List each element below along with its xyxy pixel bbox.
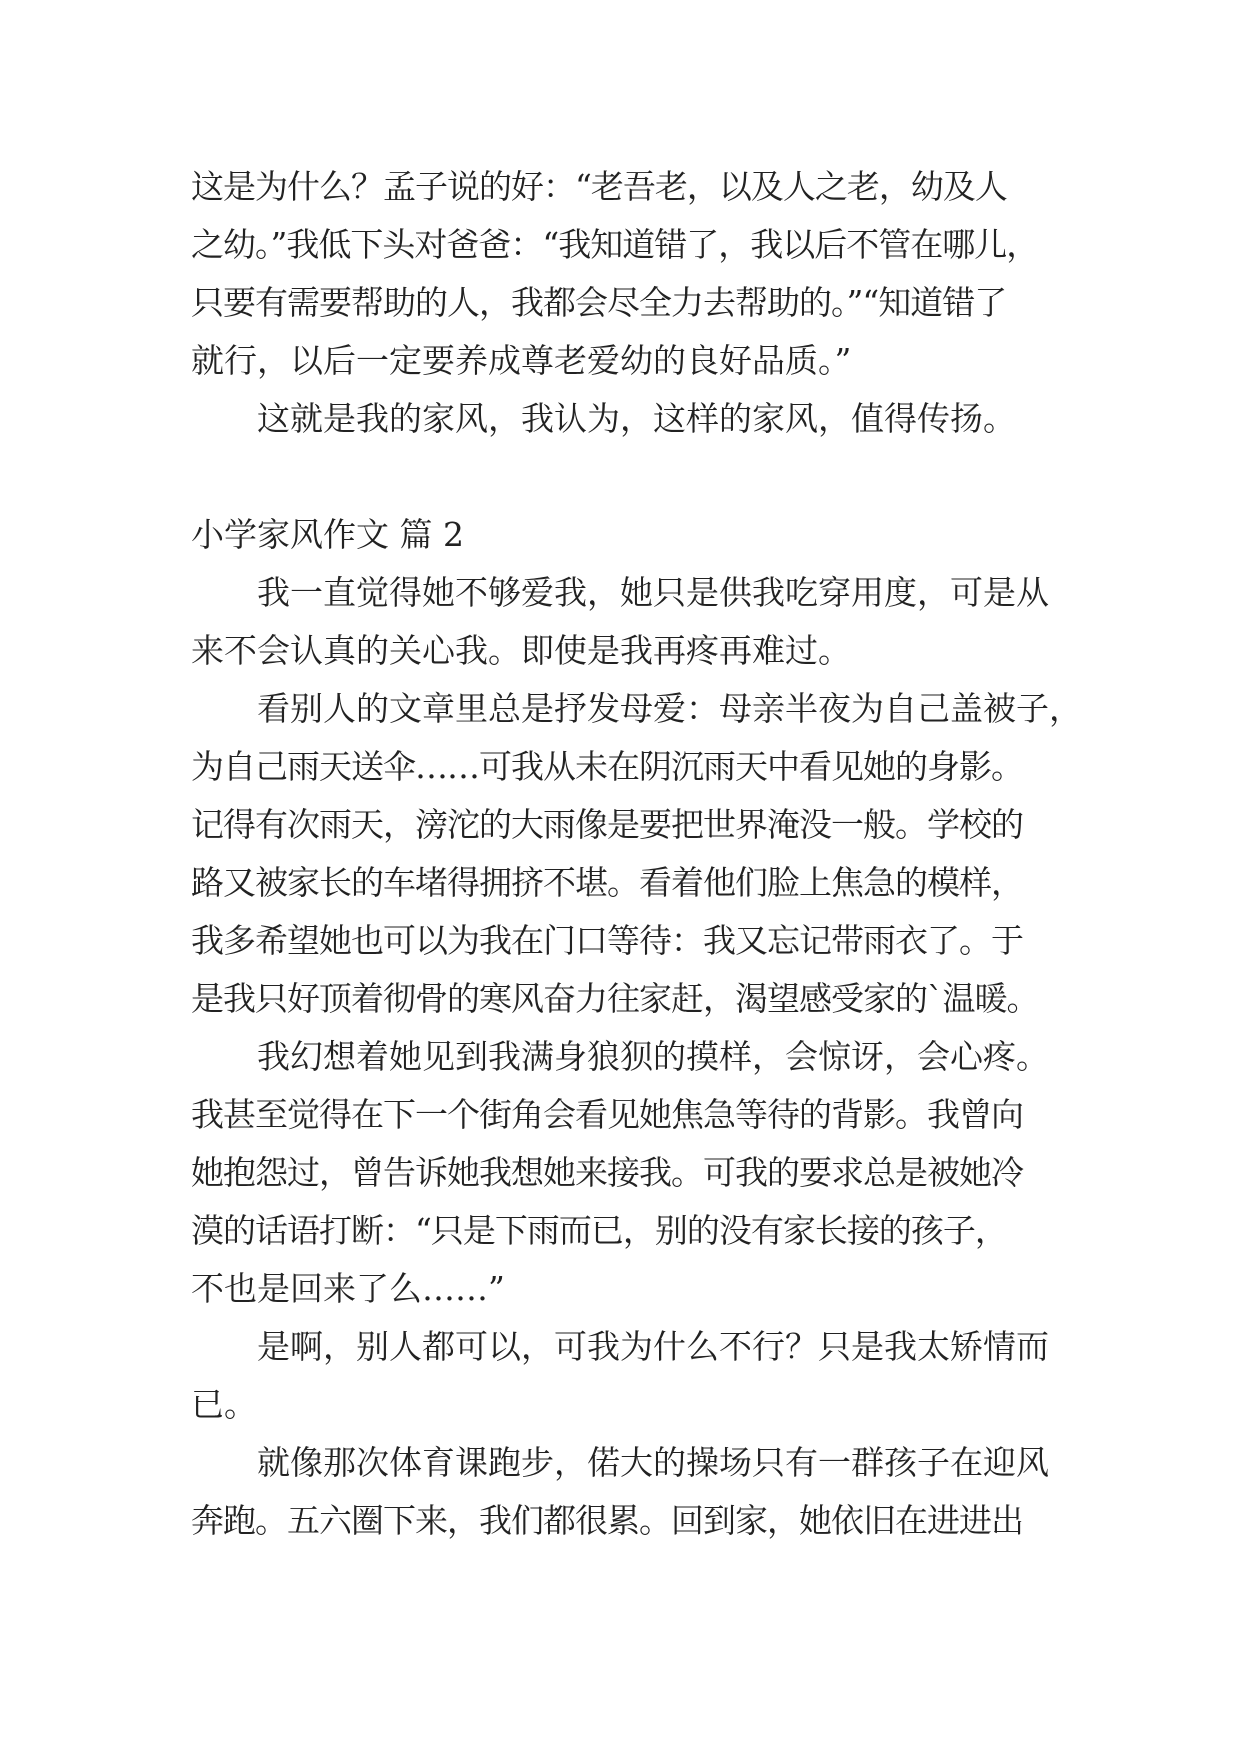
paragraph-line: 我多希望她也可以为我在门口等待：我又忘记带雨衣了。于 <box>191 921 1023 960</box>
paragraph-line: 来不会认真的关心我。即使是我再疼再难过。 <box>191 631 851 670</box>
paragraph-line: 路又被家长的车堵得拥挤不堪。看着他们脸上焦急的模样， <box>191 863 1023 902</box>
paragraph-line: 是我只好顶着彻骨的寒风奋力往家赶，渴望感受家的`温暖。 <box>191 979 1039 1018</box>
paragraph-line: 她抱怨过，曾告诉她我想她来接我。可我的要求总是被她冷 <box>191 1153 1023 1192</box>
paragraph-line: 这是为什么？孟子说的好：“老吾老，以及人之老，幼及人 <box>191 167 1007 206</box>
paragraph-line: 已。 <box>191 1385 257 1424</box>
paragraph-line: 为自己雨天送伞……可我从未在阴沉雨天中看见她的身影。 <box>191 747 1023 786</box>
paragraph-line: 我一直觉得她不够爱我，她只是供我吃穿用度，可是从 <box>257 573 1049 612</box>
paragraph-line: 看别人的文章里总是抒发母爱：母亲半夜为自己盖被子， <box>257 689 1082 728</box>
paragraph-line: 记得有次雨天，滂沱的大雨像是要把世界淹没一般。学校的 <box>191 805 1023 844</box>
paragraph-line: 只要有需要帮助的人，我都会尽全力去帮助的。”“知道错了 <box>191 283 1007 322</box>
paragraph-line: 这就是我的家风，我认为，这样的家风，值得传扬。 <box>257 399 1016 438</box>
paragraph-line: 漠的话语打断：“只是下雨而已，别的没有家长接的孩子， <box>191 1211 1007 1250</box>
paragraph-line: 我幻想着她见到我满身狼狈的摸样，会惊讶，会心疼。 <box>257 1037 1049 1076</box>
section-heading: 小学家风作文 篇 2 <box>191 515 464 554</box>
paragraph-line: 就像那次体育课跑步，偌大的操场只有一群孩子在迎风 <box>257 1443 1049 1482</box>
paragraph-line: 奔跑。五六圈下来，我们都很累。回到家，她依旧在进进出 <box>191 1501 1023 1540</box>
paragraph-line: 不也是回来了么……” <box>191 1269 505 1308</box>
paragraph-line: 我甚至觉得在下一个街角会看见她焦急等待的背影。我曾向 <box>191 1095 1023 1134</box>
paragraph-line: 之幼。”我低下头对爸爸：“我知道错了，我以后不管在哪儿， <box>191 225 1039 264</box>
paragraph-line: 是啊，别人都可以，可我为什么不行？只是我太矫情而 <box>257 1327 1049 1366</box>
paragraph-line: 就行，以后一定要养成尊老爱幼的良好品质。” <box>191 341 852 380</box>
